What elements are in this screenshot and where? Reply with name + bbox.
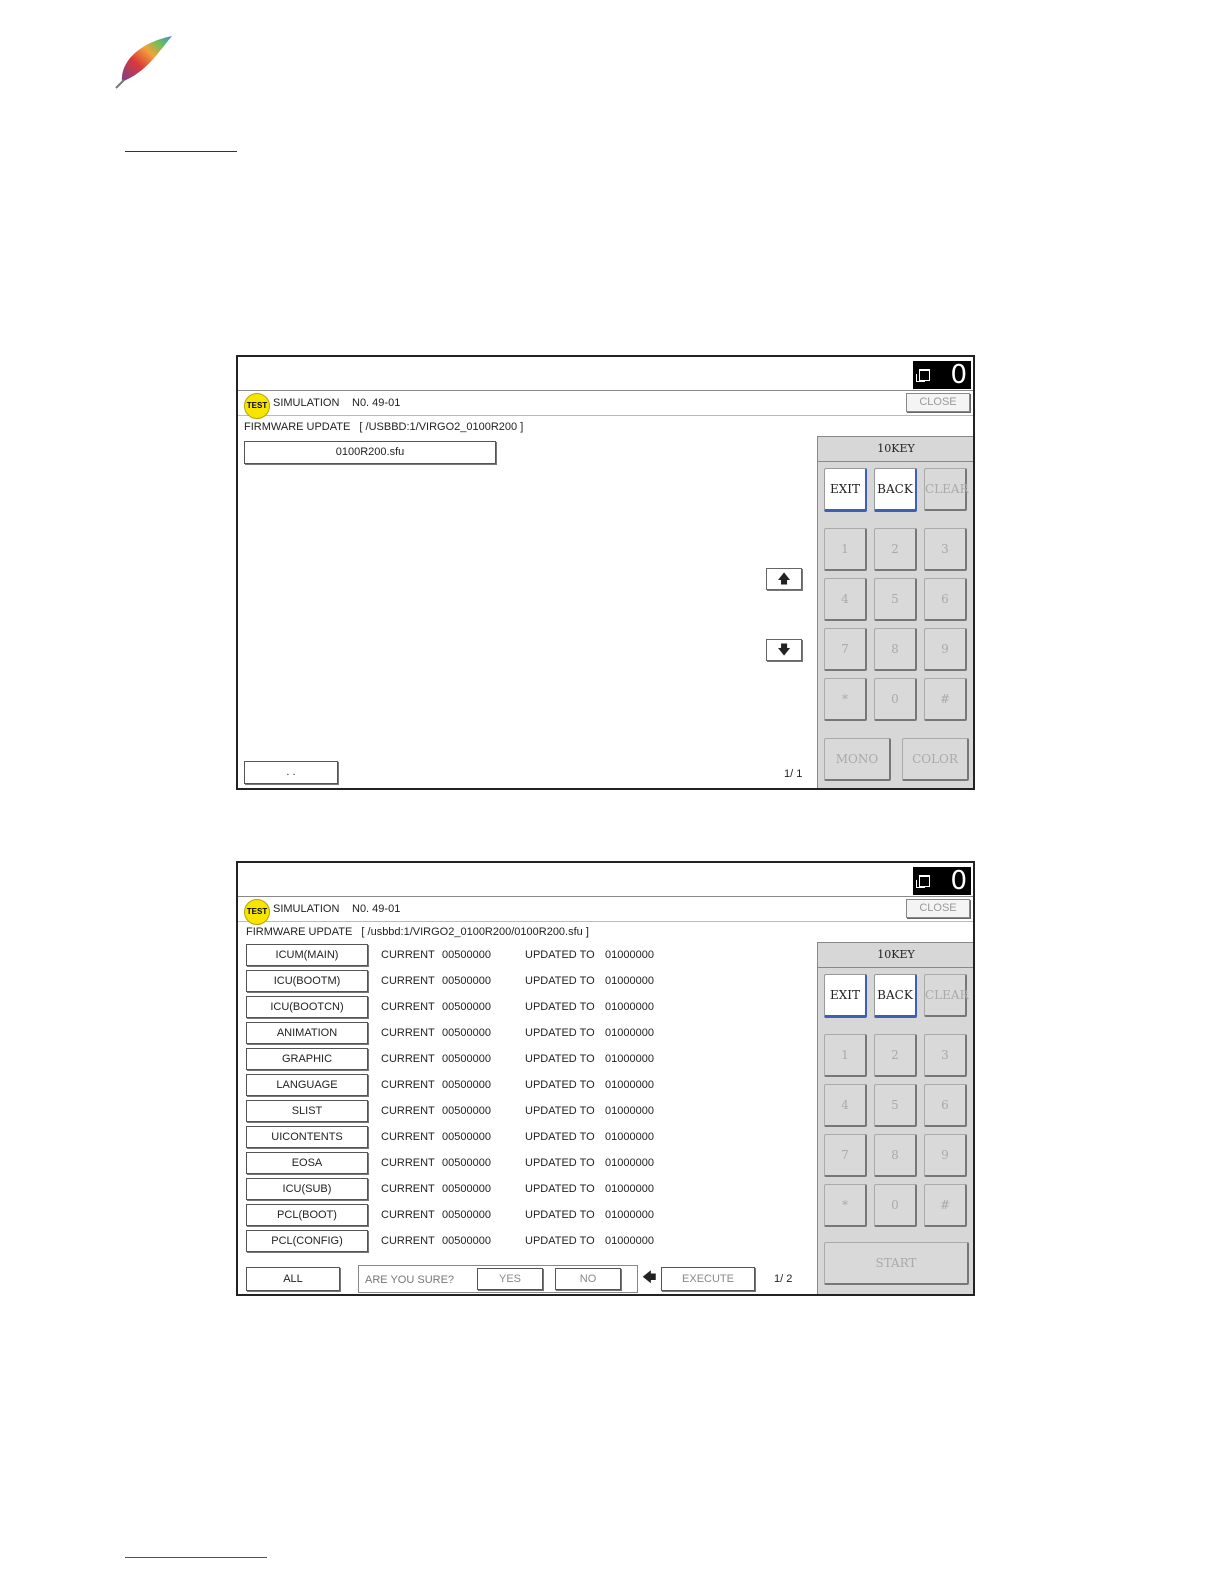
firmware-update-label: FIRMWARE UPDATE <box>246 926 353 938</box>
updated-version: 01000000 <box>605 1027 654 1039</box>
firmware-update-label: FIRMWARE UPDATE <box>244 421 351 433</box>
top-bar <box>238 863 973 897</box>
counter-value: 0 <box>950 866 967 896</box>
key-6[interactable]: 6 <box>924 578 967 621</box>
clear-key[interactable]: CLEAR <box>924 974 967 1017</box>
key-1[interactable]: 1 <box>824 1034 867 1077</box>
updated-to-label: UPDATED TO <box>525 1131 595 1143</box>
key-hash[interactable]: # <box>924 1184 967 1227</box>
key-8[interactable]: 8 <box>874 628 917 671</box>
key-2[interactable]: 2 <box>874 528 917 571</box>
simulation-label: SIMULATION <box>273 903 340 915</box>
firmware-row <box>246 996 676 1018</box>
start-key[interactable]: START <box>824 1242 969 1285</box>
simulation-number: N0. 49-01 <box>352 903 401 915</box>
firmware-item-button[interactable]: UICONTENTS <box>246 1126 368 1148</box>
key-3[interactable]: 3 <box>924 1034 967 1077</box>
counter-value: 0 <box>950 360 967 390</box>
are-you-sure-label: ARE YOU SURE? <box>365 1274 455 1286</box>
simulation-bar <box>238 391 973 416</box>
key-4[interactable]: 4 <box>824 1084 867 1127</box>
firmware-row <box>246 1048 676 1070</box>
key-3[interactable]: 3 <box>924 528 967 571</box>
firmware-item-button[interactable]: ICUM(MAIN) <box>246 944 368 966</box>
key-2[interactable]: 2 <box>874 1034 917 1077</box>
page-indicator: 1/ 2 <box>774 1273 793 1285</box>
firmware-list <box>246 944 676 1254</box>
firmware-update-line <box>246 926 589 938</box>
firmware-row <box>246 944 676 966</box>
current-label: CURRENT <box>381 1209 435 1221</box>
updated-to-label: UPDATED TO <box>525 1027 595 1039</box>
current-label: CURRENT <box>381 949 435 961</box>
key-9[interactable]: 9 <box>924 1134 967 1177</box>
firmware-item-button[interactable]: ANIMATION <box>246 1022 368 1044</box>
key-7[interactable]: 7 <box>824 1134 867 1177</box>
current-version: 00500000 <box>442 1079 491 1091</box>
key-star[interactable]: * <box>824 678 867 721</box>
current-version: 00500000 <box>442 949 491 961</box>
updated-to-label: UPDATED TO <box>525 1235 595 1247</box>
key-5[interactable]: 5 <box>874 1084 917 1127</box>
all-button[interactable]: ALL <box>246 1267 340 1291</box>
current-version: 00500000 <box>442 1053 491 1065</box>
firmware-update-line <box>244 421 523 433</box>
firmware-row <box>246 1126 676 1148</box>
test-badge-icon: TEST <box>244 899 270 925</box>
updated-version: 01000000 <box>605 1157 654 1169</box>
scroll-down-button[interactable] <box>766 639 802 661</box>
back-key[interactable]: BACK <box>874 468 917 512</box>
updated-to-label: UPDATED TO <box>525 975 595 987</box>
firmware-update-screen <box>236 861 975 1296</box>
current-label: CURRENT <box>381 1105 435 1117</box>
updated-to-label: UPDATED TO <box>525 1053 595 1065</box>
updated-to-label: UPDATED TO <box>525 949 595 961</box>
updated-version: 01000000 <box>605 1053 654 1065</box>
key-hash[interactable]: # <box>924 678 967 721</box>
clear-key[interactable]: CLEAR <box>924 468 967 511</box>
ten-key-pad <box>817 436 974 789</box>
firmware-row <box>246 970 676 992</box>
current-version: 00500000 <box>442 1183 491 1195</box>
no-button[interactable]: NO <box>555 1268 621 1290</box>
printer-counter-icon <box>919 875 930 887</box>
updated-version: 01000000 <box>605 1183 654 1195</box>
current-version: 00500000 <box>442 1235 491 1247</box>
key-0[interactable]: 0 <box>874 678 917 721</box>
firmware-item-button[interactable]: PCL(CONFIG) <box>246 1230 368 1252</box>
ten-key-pad <box>817 942 974 1295</box>
current-version: 00500000 <box>442 1027 491 1039</box>
key-7[interactable]: 7 <box>824 628 867 671</box>
updated-version: 01000000 <box>605 1001 654 1013</box>
firmware-row <box>246 1022 676 1044</box>
updated-version: 01000000 <box>605 1105 654 1117</box>
firmware-item-button[interactable]: EOSA <box>246 1152 368 1174</box>
current-version: 00500000 <box>442 1131 491 1143</box>
key-5[interactable]: 5 <box>874 578 917 621</box>
ten-key-title: 10KEY <box>818 943 974 968</box>
up-arrow-icon: 🡅 <box>777 571 791 586</box>
updated-version: 01000000 <box>605 1235 654 1247</box>
firmware-row <box>246 1100 676 1122</box>
updated-version: 01000000 <box>605 975 654 987</box>
page-indicator: 1/ 1 <box>784 768 803 780</box>
back-key[interactable]: BACK <box>874 974 917 1018</box>
firmware-item-button[interactable]: PCL(BOOT) <box>246 1204 368 1226</box>
footer-link-rule <box>125 1557 267 1558</box>
key-4[interactable]: 4 <box>824 578 867 621</box>
key-9[interactable]: 9 <box>924 628 967 671</box>
exit-key[interactable]: EXIT <box>824 468 867 512</box>
updated-version: 01000000 <box>605 1209 654 1221</box>
updated-to-label: UPDATED TO <box>525 1157 595 1169</box>
current-label: CURRENT <box>381 1157 435 1169</box>
printer-counter-icon <box>919 369 930 381</box>
firmware-path: [ /usbbd:1/VIRGO2_0100R200/0100R200.sfu ] <box>361 926 589 938</box>
firmware-select-screen <box>236 355 975 790</box>
current-version: 00500000 <box>442 975 491 987</box>
close-button[interactable]: CLOSE <box>906 393 970 412</box>
current-label: CURRENT <box>381 1183 435 1195</box>
key-1[interactable]: 1 <box>824 528 867 571</box>
current-label: CURRENT <box>381 1001 435 1013</box>
key-star[interactable]: * <box>824 1184 867 1227</box>
header-rule <box>125 151 237 152</box>
simulation-number: N0. 49-01 <box>352 397 401 409</box>
top-bar <box>238 357 973 391</box>
current-label: CURRENT <box>381 1053 435 1065</box>
current-version: 00500000 <box>442 1157 491 1169</box>
copy-counter <box>913 867 971 895</box>
current-label: CURRENT <box>381 1079 435 1091</box>
firmware-item-button[interactable]: SLIST <box>246 1100 368 1122</box>
updated-version: 01000000 <box>605 1131 654 1143</box>
key-8[interactable]: 8 <box>874 1134 917 1177</box>
confirm-box <box>358 1265 638 1293</box>
current-version: 00500000 <box>442 1105 491 1117</box>
execute-button[interactable]: EXECUTE <box>661 1267 755 1291</box>
firmware-path: [ /USBBD:1/VIRGO2_0100R200 ] <box>359 421 524 433</box>
firmware-item-button[interactable]: ICU(BOOTCN) <box>246 996 368 1018</box>
mono-key[interactable]: MONO <box>824 738 891 781</box>
updated-to-label: UPDATED TO <box>525 1105 595 1117</box>
current-label: CURRENT <box>381 975 435 987</box>
ten-key-title: 10KEY <box>818 437 974 462</box>
firmware-row <box>246 1178 676 1200</box>
down-arrow-icon: 🡇 <box>777 642 791 657</box>
parent-directory-button[interactable]: . . <box>244 761 338 784</box>
updated-version: 01000000 <box>605 949 654 961</box>
firmware-item-button[interactable]: LANGUAGE <box>246 1074 368 1096</box>
exit-key[interactable]: EXIT <box>824 974 867 1018</box>
updated-to-label: UPDATED TO <box>525 1209 595 1221</box>
color-key[interactable]: COLOR <box>902 738 969 781</box>
firmware-item-button[interactable]: GRAPHIC <box>246 1048 368 1070</box>
firmware-row <box>246 1074 676 1096</box>
firmware-item-button[interactable]: ICU(SUB) <box>246 1178 368 1200</box>
simulation-bar <box>238 897 973 922</box>
current-version: 00500000 <box>442 1209 491 1221</box>
current-version: 00500000 <box>442 1001 491 1013</box>
updated-to-label: UPDATED TO <box>525 1183 595 1195</box>
firmware-row <box>246 1230 676 1252</box>
firmware-item-button[interactable]: ICU(BOOTM) <box>246 970 368 992</box>
updated-to-label: UPDATED TO <box>525 1001 595 1013</box>
current-label: CURRENT <box>381 1027 435 1039</box>
updated-to-label: UPDATED TO <box>525 1079 595 1091</box>
key-6[interactable]: 6 <box>924 1084 967 1127</box>
feather-logo-icon <box>112 30 176 90</box>
simulation-label: SIMULATION <box>273 397 340 409</box>
copy-counter <box>913 361 971 389</box>
scroll-up-button[interactable] <box>766 568 802 590</box>
firmware-row <box>246 1204 676 1226</box>
current-label: CURRENT <box>381 1235 435 1247</box>
file-button[interactable]: 0100R200.sfu <box>244 441 496 464</box>
test-badge-icon: TEST <box>244 393 270 419</box>
close-button[interactable]: CLOSE <box>906 899 970 918</box>
yes-button[interactable]: YES <box>477 1268 543 1290</box>
updated-version: 01000000 <box>605 1079 654 1091</box>
current-label: CURRENT <box>381 1131 435 1143</box>
left-arrow-icon: 🡄 <box>642 1269 657 1285</box>
key-0[interactable]: 0 <box>874 1184 917 1227</box>
firmware-row <box>246 1152 676 1174</box>
